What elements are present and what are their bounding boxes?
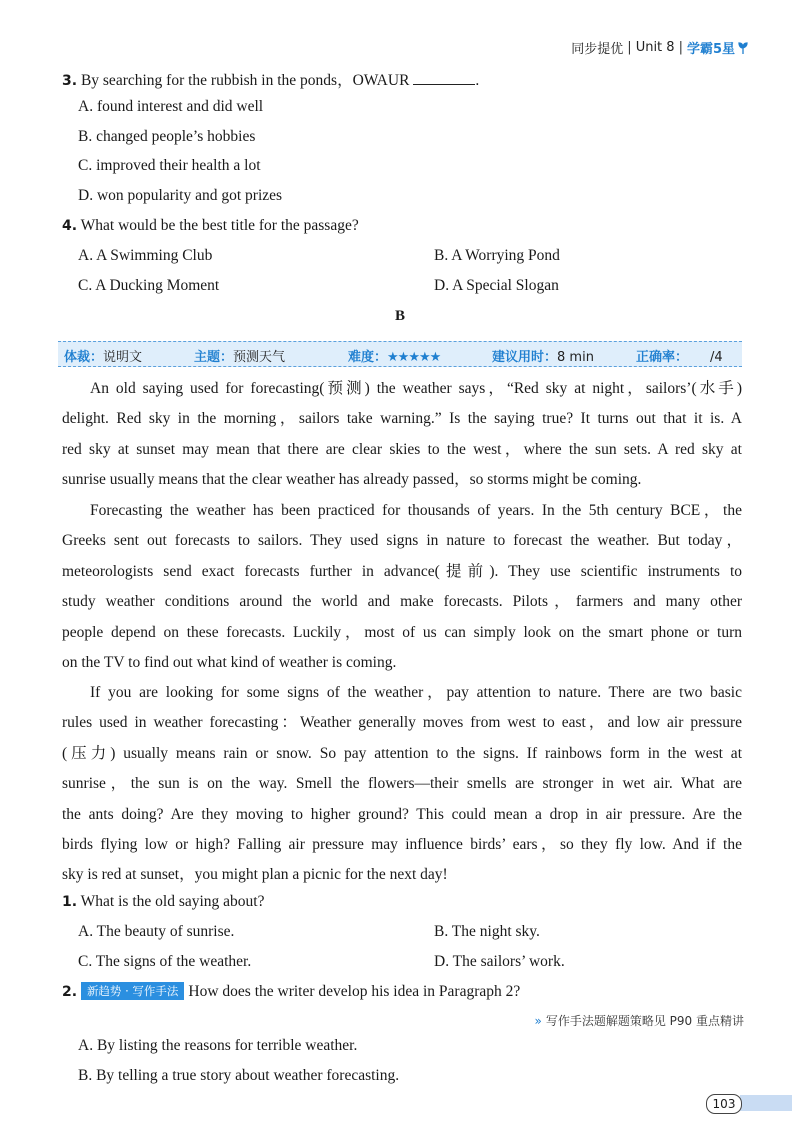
question-b1-option-b[interactable]: B. The night sky. <box>434 923 540 940</box>
section-title: B <box>394 308 405 324</box>
passage-paragraph-1: An old saying used for forecasting(预测) the weather says，“Red sky at night，sailors’(水手) delight. Red sky in the morning，sailors take warning.” Is the saying true? It turns out that it is. A red sky at sunset may mean that there are clear skies to the west，where the sun sets. A red sky at sunrise usually means that the clear weather has already passed，so storms might be coming. <box>62 380 742 489</box>
question-3-option-b[interactable]: B. changed people’s hobbies <box>78 128 256 145</box>
passage-paragraph-2: Forecasting the weather has been practiced for thousands of years. In the 5th century BCE，the Greeks sent out forecasts to sailors. They used signs in nature to forecast the weather. But today， meteorologists send exact forecasts further in advance(提前). They use scientific instruments to study weather conditions around the world and make forecasts. Pilots，farmers and many other people depend on these forecasts. Luckily，most of us can simply look on the smart phone or turn on the TV to find out what kind of weather is coming. <box>62 502 742 672</box>
difficulty-stars-icon: ★★★★★ <box>387 350 441 365</box>
unit-label: Unit 8 <box>635 40 675 55</box>
question-3-option-c[interactable]: C. improved their health a lot <box>78 157 261 174</box>
question-b1-stem: 1. What is the old saying about? <box>62 893 265 910</box>
passage-paragraph-3: If you are looking for some signs of the weather，pay attention to nature. There are two basic rules used in weather forecasting：Weather generally moves from west to east，and low air pressure (压力) usually means rain or snow. So pay attention to the signs. If rainbows form in the west at sunrise，the sun is on the way. Smell the flowers—their smells are stronger in wet air. What are the ants doing? Are they moving to higher ground? This could mean a drop in air pressure. Are the birds flying low or high? Falling air pressure may influence birds’ ears，so they fly low. And if the sky is red at sunset，you might plan a picnic for the next day! <box>62 684 742 884</box>
series-name: 同步提优 <box>571 42 624 57</box>
running-header <box>571 38 748 57</box>
header-separator: | <box>627 40 632 55</box>
question-4-option-d[interactable]: D. A Special Slogan <box>434 277 559 294</box>
time-info: 建议用时：8 min <box>492 350 594 365</box>
question-4-option-b[interactable]: B. A Worrying Pond <box>434 247 560 264</box>
sprout-icon <box>738 42 748 54</box>
question-b1-option-c[interactable]: C. The signs of the weather. <box>78 953 252 970</box>
question-3-option-a[interactable]: A. found interest and did well <box>78 98 264 115</box>
question-4-option-c[interactable]: C. A Ducking Moment <box>78 277 220 294</box>
difficulty-info: 难度：★★★★★ <box>348 350 441 365</box>
answer-blank[interactable] <box>413 70 475 85</box>
question-4-option-a[interactable]: A. A Swimming Club <box>78 247 213 264</box>
strategy-hint: » 写作手法题解题策略见 P90 重点精讲 <box>534 1014 744 1028</box>
question-b2-option-b[interactable]: B. By telling a true story about weather forecasting. <box>78 1067 400 1084</box>
brand-logo: 学霸5星 <box>686 42 735 57</box>
accuracy-info: 正确率： /4 <box>636 350 723 365</box>
page-number: 103 <box>706 1094 742 1114</box>
question-3-stem: 3. By searching for the rubbish in the ponds，OWAUR . <box>62 72 480 89</box>
question-3-option-d[interactable]: D. won popularity and got prizes <box>78 187 283 204</box>
question-b2-option-a[interactable]: A. By listing the reasons for terrible weather. <box>78 1037 358 1054</box>
question-b2-stem: 2. 新趋势 · 写作手法 How does the writer develop his idea in Paragraph 2? <box>62 983 521 1000</box>
question-b1-option-d[interactable]: D. The sailors’ work. <box>434 953 565 970</box>
trend-tag-badge: 新趋势 · 写作手法 <box>81 982 184 1000</box>
genre-info: 体裁：说明文 <box>64 350 143 365</box>
question-4-stem: 4. What would be the best title for the passage? <box>62 217 359 234</box>
header-separator: | <box>678 40 683 55</box>
topic-info: 主题：预测天气 <box>194 350 286 365</box>
question-b1-option-a[interactable]: A. The beauty of sunrise. <box>78 923 235 940</box>
page-number-bar <box>740 1095 792 1111</box>
double-arrow-icon: » <box>534 1014 542 1028</box>
passage-info-bar <box>58 341 742 367</box>
